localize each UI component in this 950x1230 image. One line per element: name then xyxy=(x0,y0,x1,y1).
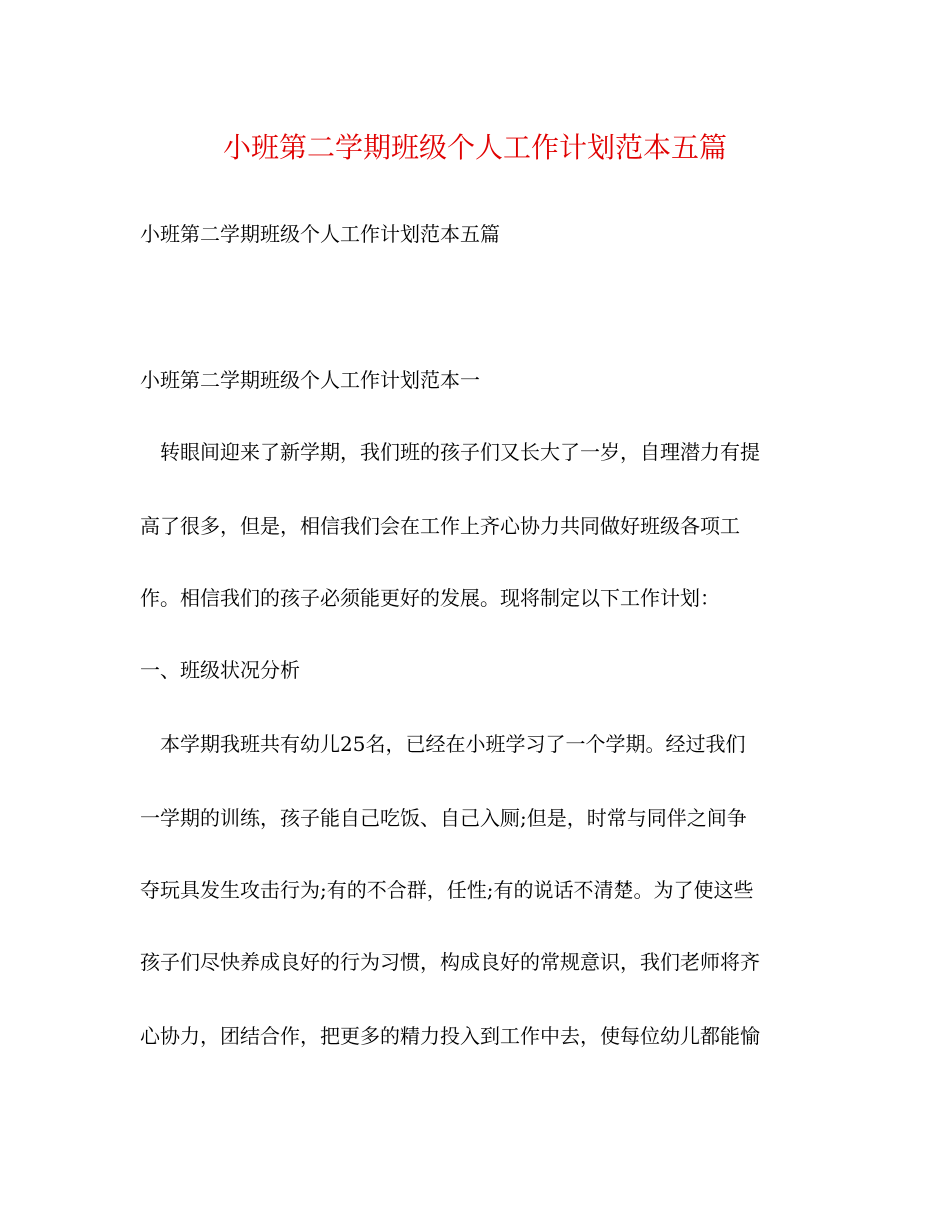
document-subtitle: 小班第二学期班级个人工作计划范本五篇 xyxy=(140,222,500,246)
section-heading: 小班第二学期班级个人工作计划范本一 xyxy=(140,368,480,392)
paragraph-line: 心协力，团结合作，把更多的精力投入到工作中去，使每位幼儿都能愉 xyxy=(140,1024,760,1048)
paragraph-line: 一学期的训练，孩子能自己吃饭、自己入厕;但是，时常与同伴之间争 xyxy=(140,806,747,830)
paragraph-line: 孩子们尽快养成良好的行为习惯，构成良好的常规意识，我们老师将齐 xyxy=(140,950,760,974)
class-analysis-heading: 一、班级状况分析 xyxy=(140,658,300,682)
paragraph-line: 本学期我班共有幼儿25名，已经在小班学习了一个学期。经过我们 xyxy=(160,732,746,756)
paragraph-line: 作。相信我们的孩子必须能更好的发展。现将制定以下工作计划： xyxy=(140,586,720,610)
document-title: 小班第二学期班级个人工作计划范本五篇 xyxy=(222,131,727,164)
paragraph-line: 高了很多，但是，相信我们会在工作上齐心协力共同做好班级各项工 xyxy=(140,514,740,538)
paragraph-line: 夺玩具发生攻击行为;有的不合群，任性;有的说话不清楚。为了使这些 xyxy=(140,878,754,902)
paragraph-line: 转眼间迎来了新学期，我们班的孩子们又长大了一岁，自理潜力有提 xyxy=(160,440,760,464)
